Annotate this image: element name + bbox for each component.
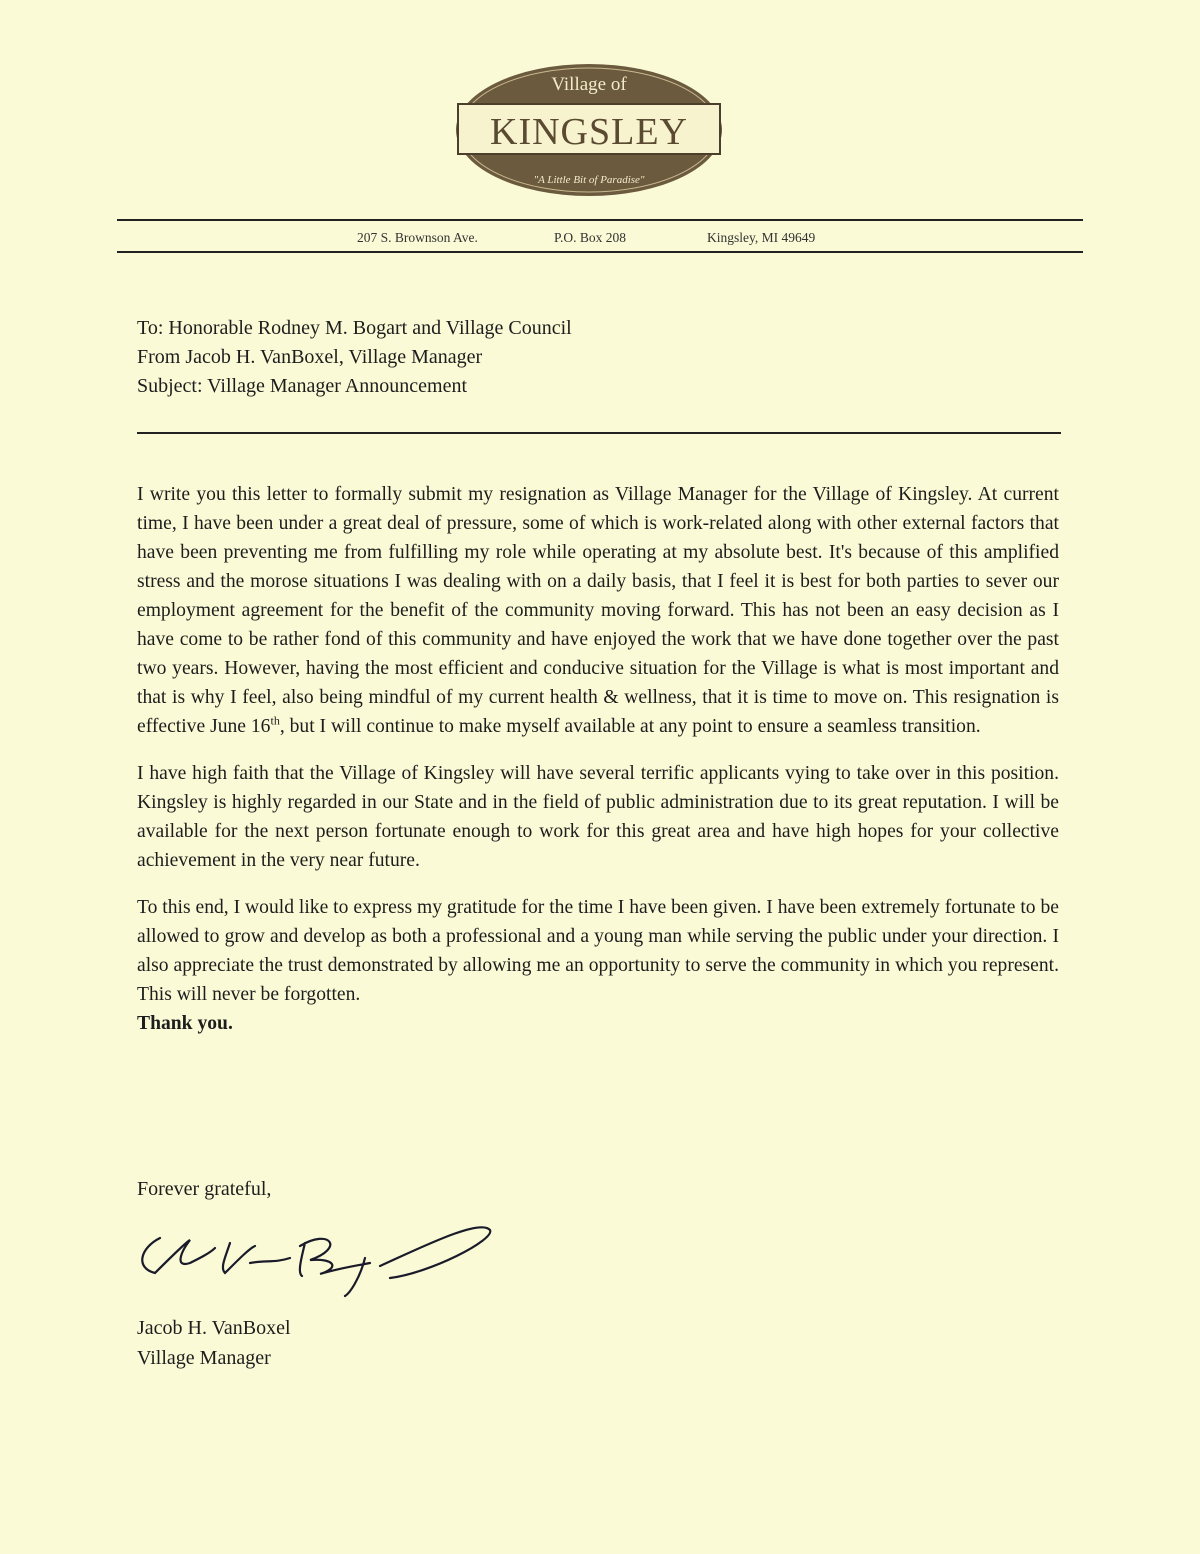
address-city: Kingsley, MI 49649 bbox=[707, 230, 816, 245]
svg-text:"A Little Bit of Paradise": "A Little Bit of Paradise" bbox=[533, 174, 645, 186]
thank-you: Thank you. bbox=[137, 1013, 233, 1034]
svg-text:KINGSLEY: KINGSLEY bbox=[490, 111, 688, 153]
address-street: 207 S. Brownson Ave. bbox=[357, 230, 478, 245]
paragraph-1: I write you this letter to formally submit my resignation as Village Manager for the Village of Kingsley. At current time, I have been under a great deal of pressure, some of which is work-related along with other external factors that have been preventing me from fulfilling my role while operating at my absolute best. It's because of this amplified stress and the morose situations I was dealing with on a daily basis, that I feel it is best for both parties to sever our employment agreement for the benefit of the community moving forward. This has not been an easy decision as I have come to be rather fond of this community and have enjoyed the work that we have done together over the past two years. However, having the most efficient and conducive situation for the Village is what is most important and that is why I feel, also being mindful of my current health & wellness, that it is time to move on. This resignation is effective June 16th, but I will continue to make myself available at any point to ensure a seamless transition. bbox=[137, 484, 1059, 737]
svg-text:Village of: Village of bbox=[551, 74, 627, 95]
signer-name: Jacob H. VanBoxel bbox=[137, 1317, 291, 1339]
memo-from: From Jacob H. VanBoxel, Village Manager bbox=[137, 346, 483, 368]
paragraph-3: To this end, I would like to express my gratitude for the time I have been given. I have been extremely fortunate to be allowed to grow and develop as both a professional and a young man while serving the public under your direction. I also appreciate the trust demonstrated by allowing me an opportunity to serve the community in which you represent. This will never be forgotten. Thank you. bbox=[137, 897, 1059, 1034]
memo-subject: Subject: Village Manager Announcement bbox=[137, 375, 468, 397]
signature bbox=[130, 1218, 500, 1298]
closing-salutation: Forever grateful, bbox=[137, 1178, 272, 1200]
village-logo bbox=[455, 62, 723, 198]
letter-body bbox=[137, 480, 1059, 1056]
letterhead-rule-top bbox=[117, 219, 1083, 221]
address-po-box: P.O. Box 208 bbox=[554, 230, 627, 245]
signature-block bbox=[137, 1313, 291, 1373]
signer-title: Village Manager bbox=[137, 1347, 271, 1369]
paragraph-2: I have high faith that the Village of Kingsley will have several terrific applicants vying to take over in this position. Kingsley is highly regarded in our State and in the field of public administration due to its great reputation. I will be available for the next person fortunate enough to work for this great area and have high hopes for your collective achievement in the very near future. bbox=[137, 763, 1059, 871]
letterhead-rule-bottom bbox=[117, 251, 1083, 253]
memo-to: To: Honorable Rodney M. Bogart and Village Council bbox=[137, 317, 572, 339]
memo-divider bbox=[137, 432, 1061, 434]
memo-header bbox=[137, 314, 572, 401]
